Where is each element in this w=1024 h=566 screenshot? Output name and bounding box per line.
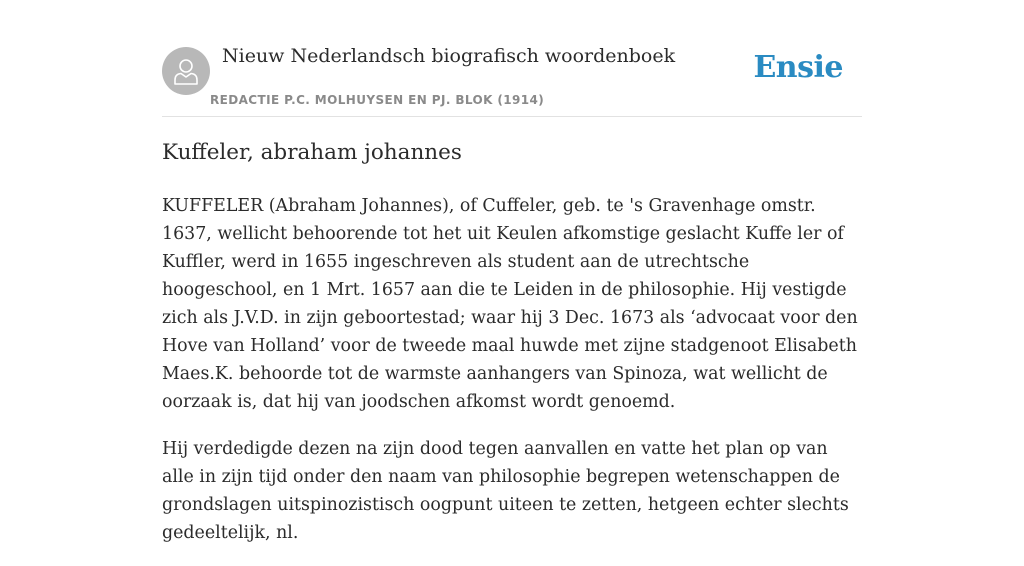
entry-paragraph-2: Hij verdedigde dezen na zijn dood tegen aanvallen en vatte het plan op van alle in zijn tijd onder den naam van philosophie begrepen wetenschappen de grondslagen uitspinozistisch oogpunt uiteen te zetten, hetgeen echter slechts gedeeltelijk, nl. xyxy=(162,439,849,543)
entry-title: Kuffeler, abraham johannes xyxy=(162,140,462,165)
user-icon xyxy=(172,56,200,86)
content-container xyxy=(162,0,862,543)
avatar[interactable] xyxy=(162,47,210,95)
header xyxy=(162,0,862,117)
entry-paragraph-1: KUFFELER (Abraham Johannes), of Cuffeler, geb. te 's Gravenhage omstr. 1637, wellicht behoorende tot het uit Keulen afkomstige geslacht Kuffe ler of Kuffler, werd in 1655 ingeschreven als student aan de utrechtsche hoogeschool, en 1 Mrt. 1657 aan die te Leiden in de philosophie. Hij vestigde zich als J.V.D. in zijn geboortestad; waar hij 3 Dec. 1673 als ‘advocaat voor den Hove van Holland’ voor de tweede maal huwde met zijne stadgenoot Elisabeth Maes.K. behoorde tot de warmste aanhangers van Spinoza, wat wellicht de oorzaak is, dat hij van joodschen afkomst wordt genoemd. xyxy=(162,196,858,412)
book-title[interactable]: Nieuw Nederlandsch biografisch woordenboek xyxy=(222,45,676,67)
entry-body xyxy=(162,192,862,566)
ensie-logo[interactable]: Ensie xyxy=(753,50,843,85)
book-editors-subtitle: REDACTIE P.C. MOLHUYSEN EN PJ. BLOK (1914) xyxy=(210,93,545,107)
